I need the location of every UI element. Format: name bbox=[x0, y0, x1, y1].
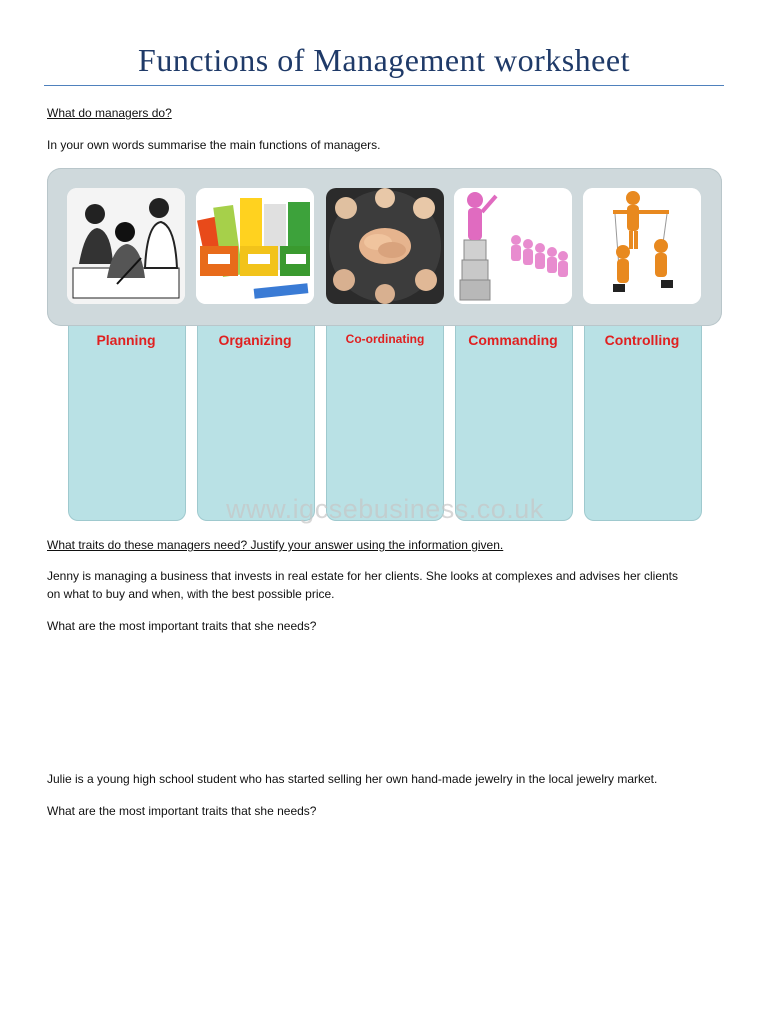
hands-stacked-icon bbox=[326, 188, 444, 304]
controlling-image bbox=[583, 188, 701, 304]
instruction-text: In your own words summarise the main functions of managers. bbox=[47, 138, 381, 152]
coordinating-column bbox=[326, 326, 444, 521]
team-planning-sketch-icon bbox=[67, 188, 185, 304]
jenny-text-line1: Jenny is managing a business that invests in real estate for her clients. She looks at complexes and advises her clients bbox=[47, 569, 679, 583]
organized-folders-icon bbox=[196, 188, 314, 304]
controlling-column bbox=[584, 326, 702, 521]
julie-text: Julie is a young high school student who has started selling her own hand-made jewelry in the local jewelry market. bbox=[47, 772, 658, 786]
planning-label: Planning bbox=[96, 332, 156, 348]
coordinating-image bbox=[326, 188, 444, 304]
jenny-text-line2: on what to buy and when, with the best possible price. bbox=[47, 587, 335, 601]
leader-commanding-line-icon bbox=[454, 188, 572, 304]
planning-image bbox=[67, 188, 185, 304]
julie-question: What are the most important traits that she needs? bbox=[47, 804, 317, 818]
section-heading-traits: What traits do these managers need? Justify your answer using the information given. bbox=[47, 538, 504, 552]
organizing-label: Organizing bbox=[218, 332, 292, 348]
commanding-label: Commanding bbox=[468, 332, 558, 348]
title-divider bbox=[44, 85, 724, 86]
coordinating-label: Co-ordinating bbox=[345, 332, 425, 346]
page-title: Functions of Management worksheet bbox=[138, 42, 630, 78]
organizing-column bbox=[197, 326, 315, 521]
commanding-column bbox=[455, 326, 573, 521]
organizing-image bbox=[196, 188, 314, 304]
planning-column bbox=[68, 326, 186, 521]
jenny-question: What are the most important traits that she needs? bbox=[47, 619, 317, 633]
commanding-image bbox=[454, 188, 572, 304]
section-heading-managers: What do managers do? bbox=[47, 106, 172, 120]
puppet-master-icon bbox=[583, 188, 701, 304]
watermark: www.igcsebusiness.co.uk bbox=[226, 494, 544, 524]
controlling-label: Controlling bbox=[604, 332, 680, 348]
